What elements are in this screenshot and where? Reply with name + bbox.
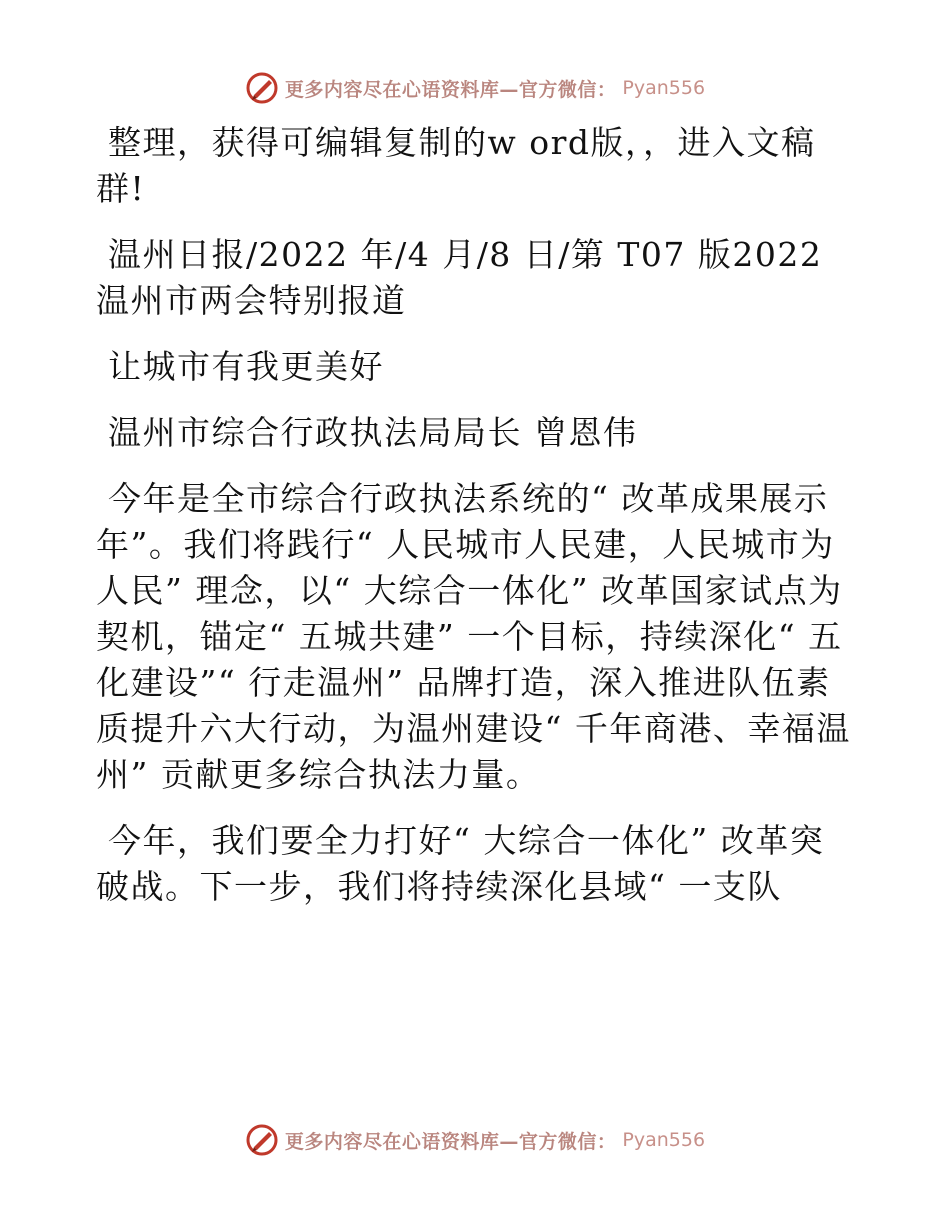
paragraph-source: 温州日报/2022 年/4 月/8 日/第 T07 版2022 温州市两会特别报道 <box>96 235 823 320</box>
watermark-wechat-id: Pyan556 <box>622 1129 706 1151</box>
header-watermark <box>0 68 950 108</box>
logo-icon <box>245 1123 279 1157</box>
article-title: 让城市有我更美好 <box>108 347 384 386</box>
author-line: 温州市综合行政执法局局长 曾恩伟 <box>108 413 638 452</box>
logo-icon <box>245 71 279 105</box>
document-body <box>96 120 856 930</box>
watermark-wechat-id: Pyan556 <box>622 77 706 99</box>
paragraph-body-2: 今年，我们要全力打好“ 大综合一体化” 改革突破战。下一步，我们将持续深化县域“ 一支队 <box>96 821 825 906</box>
watermark-text: 更多内容尽在心语资料库—官方微信： <box>284 1130 617 1153</box>
watermark-text: 更多内容尽在心语资料库—官方微信： <box>284 78 617 101</box>
paragraph-intro: 整理，获得可编辑复制的w ord版，，进入文稿群! <box>96 123 816 208</box>
footer-watermark <box>0 1120 950 1160</box>
paragraph-body-1: 今年是全市综合行政执法系统的“ 改革成果展示年”。我们将践行“ 人民城市人民建，人民城市为人民” 理念，以“ 大综合一体化” 改革国家试点为契机，锚定“ 五城共建” 一个目标，持续深化“ 五化建设”“ 行走温州” 品牌打造，深入推进队伍素质提升六大行动，为温州建设“ 千年商港、幸福温州” 贡献更多综合执法力量。 <box>96 479 851 794</box>
